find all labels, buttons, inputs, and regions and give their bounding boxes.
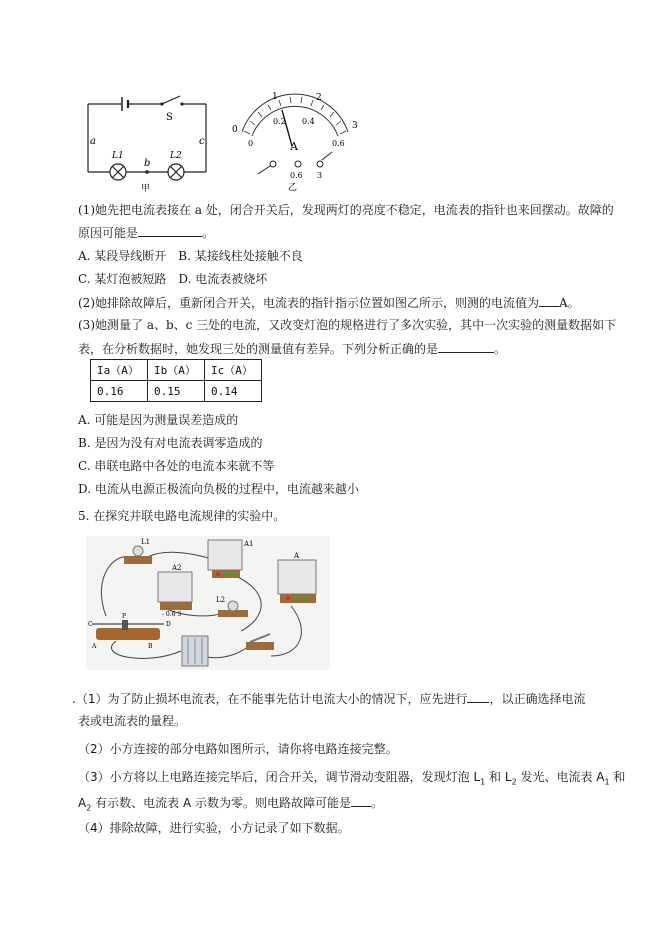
- photo-terminals-a2: - 0.6 3: [162, 611, 182, 618]
- apparatus-illustration: [86, 536, 330, 670]
- table-cell: 0.16: [91, 381, 148, 402]
- table-header: Ib（A）: [148, 360, 205, 381]
- lamp2-label: L2: [170, 151, 182, 161]
- scale-bottom-0.2: 0.2: [273, 117, 286, 126]
- photo-label-a: A: [294, 552, 300, 560]
- photo-label-l2: L2: [216, 596, 226, 604]
- table-header: Ic（A）: [205, 360, 262, 381]
- s2: （2）小方连接的部分电路如图所示，请你将电路连接完整。: [78, 742, 398, 756]
- q1-option-b: B. 某接线柱处接触不良: [178, 249, 303, 263]
- terminal-0.6: 0.6: [290, 171, 303, 180]
- photo-label-l1: L1: [141, 538, 151, 546]
- q1-option-d: D. 电流表被烧坏: [178, 272, 268, 286]
- table-header-row: [91, 360, 262, 381]
- s4: （4）排除故障，进行实验，小方记录了如下数据。: [78, 821, 350, 835]
- node-c-label: c: [199, 136, 205, 147]
- q1-option-a: A. 某段导线断开: [78, 249, 167, 263]
- q5-title: 5. 在探究并联电路电流规律的实验中。: [78, 509, 286, 523]
- photo-label-a1: A1: [244, 540, 254, 548]
- scale-top-0: 0: [232, 125, 238, 135]
- photo-label-a2: A2: [172, 564, 182, 572]
- q3-option-b: B. 是因为没有对电流表调零造成的: [78, 436, 263, 450]
- answer-blank[interactable]: [138, 224, 202, 237]
- q3-option-a: A. 可能是因为测量误差造成的: [78, 413, 239, 427]
- q3-option-c: C. 串联电路中各处的电流本来就不等: [78, 459, 275, 473]
- s1-line2: 表或电流表的量程。: [78, 714, 187, 728]
- q1-stem-line2: 原因可能是 。: [78, 226, 215, 240]
- q1-options-ab: [78, 248, 303, 264]
- scale-bottom-0.6: 0.6: [332, 139, 345, 148]
- q1-option-c: C. 某灯泡被短路: [78, 272, 167, 286]
- q3-option-d: D. 电流从电源正极流向负极的过程中，电流越来越小: [78, 482, 359, 496]
- answer-blank[interactable]: [351, 794, 371, 807]
- switch-label: S: [166, 112, 173, 123]
- lamp1-label: L1: [112, 151, 124, 161]
- ammeter-dial-yi: [228, 88, 362, 192]
- q2-stem: (2)她排除故障后，重新闭合开关，电流表的指针指示位置如图乙所示，则测的电流值为 A。: [78, 296, 580, 310]
- q1-options-cd: [78, 271, 267, 287]
- s1-line1: .（1）为了防止损坏电流表，在不能事先估计电流大小的情况下，应先进行 ，以正确选择电流: [72, 692, 586, 706]
- current-data-table: [90, 359, 262, 402]
- answer-blank[interactable]: [438, 340, 494, 353]
- scale-top-2: 2: [316, 93, 322, 103]
- scale-bottom-0: 0: [248, 139, 254, 148]
- q3-stem-line1: (3)她测量了 a、b、c 三处的电流，又改变灯泡的规格进行了多次实验，其中一次实验的测量数据如下: [78, 318, 617, 332]
- answer-blank[interactable]: [539, 294, 559, 307]
- table-cell: 0.15: [148, 381, 205, 402]
- q1-stem-line1: (1)她先把电流表接在 a 处，闭合开关后，发现两灯的亮度不稳定，电流表的指针也来回摆动。故障的: [78, 203, 614, 217]
- ammeter-unit: A: [290, 140, 298, 153]
- s3-line1: （3）小方将以上电路连接完毕后，闭合开关，调节滑动变阻器，发现灯泡 $L_1$ 和 $L_2$ 发光、电流表 $A_1$ 和: [78, 770, 626, 787]
- node-b-label: b: [144, 158, 151, 169]
- scale-bottom-0.4: 0.4: [302, 117, 315, 126]
- parallel-circuit-photo: [86, 536, 330, 670]
- circuit-diagram-jia: [78, 92, 218, 192]
- table-cell: 0.14: [205, 381, 262, 402]
- q3-stem-line2: 表，在分析数据时，她发现三处的测量值有差异。下列分析正确的是 。: [78, 342, 507, 356]
- node-a-label: a: [90, 136, 96, 147]
- figure-caption-jia: 甲: [141, 184, 151, 192]
- terminal-3: 3: [317, 171, 323, 180]
- photo-label-p: P: [122, 613, 127, 620]
- scale-top-1: 1: [272, 92, 278, 102]
- figure-caption-yi: 乙: [288, 183, 298, 192]
- scale-top-3: 3: [352, 121, 358, 131]
- table-row: [91, 381, 262, 402]
- answer-blank[interactable]: [467, 690, 489, 703]
- photo-label-a-end: A: [92, 643, 97, 650]
- table-header: Ia（A）: [91, 360, 148, 381]
- photo-label-c: C: [88, 621, 93, 628]
- s3-line2: $A_2$ 有示数、电流表 A 示数为零。则电路故障可能是 。: [78, 796, 383, 813]
- photo-label-b-end: B: [148, 643, 153, 650]
- photo-label-d: D: [166, 621, 171, 628]
